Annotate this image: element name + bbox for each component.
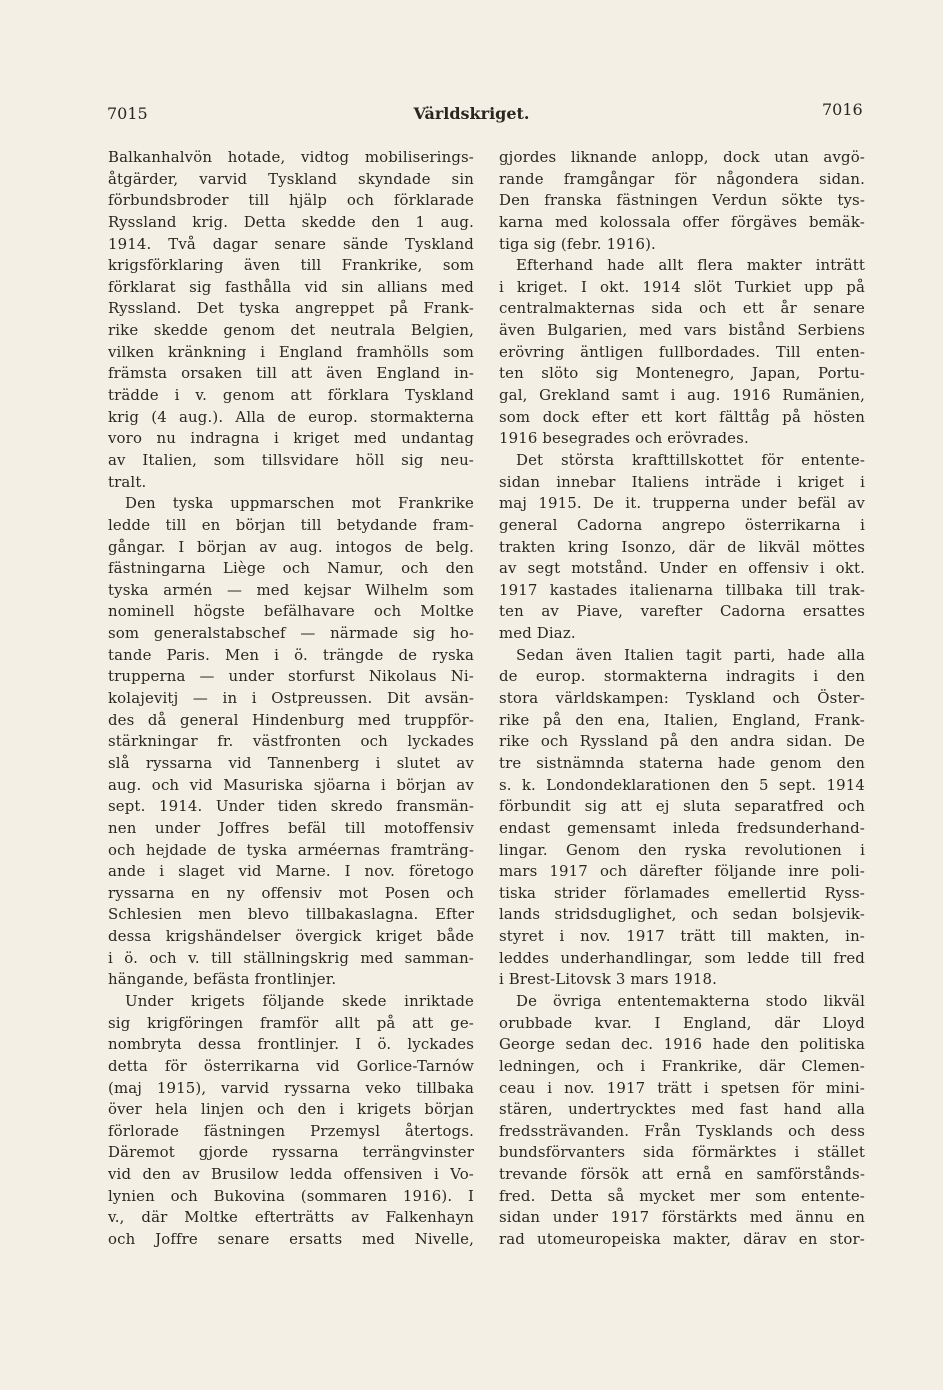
- text-line: med Diaz.: [499, 624, 576, 643]
- text-line: Ryssland krig. Detta skedde den 1 aug.: [108, 212, 474, 231]
- right-text-column: [499, 147, 865, 1251]
- text-line: nombryta dessa frontlinjer. I ö. lyckades: [108, 1035, 474, 1054]
- text-line: stora världskampen: Tyskland och Öster-: [499, 689, 865, 708]
- text-line: ledningen, och i Frankrike, där Clemen-: [499, 1056, 865, 1075]
- text-line: fred. Detta så mycket mer som entente-: [499, 1186, 865, 1205]
- text-line: stären, undertrycktes med fast hand alla: [499, 1100, 865, 1119]
- text-line: i Brest-Litovsk 3 mars 1918.: [499, 970, 717, 989]
- text-line: sig krigföringen framför allt på att ge-: [108, 1013, 474, 1032]
- text-line: Under krigets följande skede inriktade: [125, 991, 474, 1010]
- text-line: Däremot gjorde ryssarna terrängvinster: [108, 1143, 474, 1162]
- text-line: stärkningar fr. västfronten och lyckades: [108, 732, 474, 751]
- text-line: Den franska fästningen Verdun sökte tys-: [499, 191, 865, 210]
- text-line: ceau i nov. 1917 trätt i spetsen för mini-: [499, 1078, 865, 1097]
- left-text-column: [108, 147, 474, 1251]
- text-line: leddes underhandlingar, som ledde till fred: [499, 948, 865, 967]
- text-line: Det största krafttillskottet för entente-: [516, 450, 865, 469]
- running-title: Världskriget.: [413, 104, 530, 123]
- text-line: främsta orsaken till att även England in-: [108, 364, 474, 383]
- text-line: gjordes liknande anlopp, dock utan avgö-: [499, 148, 865, 166]
- text-line: även Bulgarien, med vars bistånd Serbiens: [499, 321, 865, 340]
- text-line: gångar. I början av aug. intogos de belg.: [108, 537, 474, 556]
- text-line: (maj 1915), varvid ryssarna veko tillbaka: [108, 1078, 474, 1097]
- text-line: mars 1917 och därefter följande inre poli-: [499, 862, 865, 881]
- text-line: 1914. Två dagar senare sände Tyskland: [108, 234, 474, 253]
- text-line: trakten kring Isonzo, där de likväl möttes: [499, 537, 865, 556]
- text-line: vid den av Brusilow ledda offensiven i Vo-: [108, 1165, 474, 1184]
- text-line: Den tyska uppmarschen mot Frankrike: [125, 494, 474, 513]
- text-line: des då general Hindenburg med truppför-: [108, 710, 474, 729]
- text-line: karna med kolossala offer förgäves bemäk-: [499, 212, 865, 231]
- text-line: rike skedde genom det neutrala Belgien,: [108, 321, 474, 340]
- text-line: Sedan även Italien tagit parti, hade alla: [516, 645, 865, 664]
- text-line: Ryssland. Det tyska angreppet på Frank-: [108, 299, 474, 318]
- text-line: detta för österrikarna vid Gorlice-Tarnów: [108, 1056, 474, 1075]
- text-line: som generalstabschef — närmade sig ho-: [108, 624, 474, 643]
- text-line: lingar. Genom den ryska revolutionen i: [499, 840, 865, 859]
- text-line: förbundit sig att ej sluta separatfred och: [499, 797, 865, 816]
- text-line: tande Paris. Men i ö. trängde de ryska: [108, 645, 474, 664]
- text-line: lands stridsduglighet, och sedan bolsjevik-: [499, 905, 865, 924]
- text-line: maj 1915. De it. trupperna under befäl av: [499, 494, 865, 513]
- text-line: erövring äntligen fullbordades. Till enten-: [499, 342, 865, 361]
- text-line: och hejdade de tyska arméernas framträng-: [108, 840, 474, 859]
- text-line: Schlesien men blevo tillbakaslagna. Efter: [108, 905, 474, 924]
- text-line: endast gemensamt inleda fredsunderhand-: [499, 818, 865, 837]
- text-line: tiga sig (febr. 1916).: [499, 234, 656, 253]
- text-line: vilken kränkning i England framhölls som: [108, 342, 474, 361]
- text-line: styret i nov. 1917 trätt till makten, in-: [499, 927, 865, 946]
- text-line: fredssträvanden. Från Tysklands och dess: [499, 1121, 865, 1140]
- text-line: ten av Piave, varefter Cadorna ersattes: [499, 602, 865, 621]
- text-line: general Cadorna angrepo österrikarna i: [499, 515, 865, 534]
- text-line: trupperna — under storfurst Nikolaus Ni-: [108, 667, 474, 686]
- text-line: krig (4 aug.). Alla de europ. stormakterna: [108, 407, 474, 426]
- text-line: De övriga ententemakterna stodo likväl: [516, 991, 865, 1010]
- text-line: de europ. stormakterna indragits i den: [499, 667, 865, 686]
- text-line: sidan under 1917 förstärkts med ännu en: [499, 1208, 865, 1227]
- text-line: av Italien, som tillsvidare höll sig neu-: [108, 450, 474, 469]
- text-line: förlorade fästningen Przemysl återtogs.: [108, 1121, 474, 1140]
- text-line: rad utomeuropeiska makter, därav en stor-: [499, 1230, 865, 1249]
- text-line: som dock efter ett kort fälttåg på hösten: [499, 407, 865, 426]
- page-number-right: 7016: [822, 100, 863, 119]
- text-line: hängande, befästa frontlinjer.: [108, 970, 337, 989]
- text-line: orubbade kvar. I England, där Lloyd: [499, 1013, 865, 1032]
- text-line: 1917 kastades italienarna tillbaka till trak-: [499, 580, 865, 599]
- text-line: sidan innebar Italiens inträde i kriget i: [499, 472, 865, 491]
- text-line: ande i slaget vid Marne. I nov. företogo: [108, 862, 474, 881]
- text-line: över hela linjen och den i krigets början: [108, 1100, 474, 1119]
- text-line: och Joffre senare ersatts med Nivelle,: [108, 1230, 474, 1249]
- text-line: slå ryssarna vid Tannenberg i slutet av: [108, 753, 474, 772]
- text-line: George sedan dec. 1916 hade den politiska: [499, 1035, 865, 1054]
- text-line: fästningarna Liège och Namur, och den: [108, 559, 474, 578]
- text-line: aug. och vid Masuriska sjöarna i början av: [108, 775, 474, 794]
- text-line: tralt.: [108, 472, 147, 491]
- text-line: nominell högste befälhavare och Moltke: [108, 602, 474, 621]
- text-line: s. k. Londondeklarationen den 5 sept. 1914: [499, 775, 865, 794]
- text-line: tyska armén — med kejsar Wilhelm som: [108, 580, 474, 599]
- page-number-left: 7015: [107, 104, 148, 123]
- text-line: gal, Grekland samt i aug. 1916 Rumänien,: [499, 386, 865, 405]
- text-line: ledde till en början till betydande fram-: [108, 515, 474, 534]
- text-line: krigsförklaring även till Frankrike, som: [108, 256, 474, 275]
- text-line: förklarat sig fasthålla vid sin allians med: [108, 277, 474, 296]
- text-line: ryssarna en ny offensiv mot Posen och: [108, 883, 474, 902]
- text-line: centralmakternas sida och ett år senare: [499, 299, 865, 318]
- text-line: Balkanhalvön hotade, vidtog mobiliserings-: [108, 148, 474, 166]
- text-line: lynien och Bukovina (sommaren 1916). I: [108, 1186, 474, 1205]
- text-line: ten slöto sig Montenegro, Japan, Portu-: [499, 364, 865, 383]
- text-line: i kriget. I okt. 1914 slöt Turkiet upp på: [499, 277, 865, 296]
- text-line: trevande försök att ernå en samförstånds-: [499, 1165, 865, 1184]
- text-line: rike på den ena, Italien, England, Frank-: [499, 710, 865, 729]
- text-line: sept. 1914. Under tiden skredo fransmän-: [108, 797, 474, 816]
- text-line: v., där Moltke efterträtts av Falkenhayn: [108, 1208, 474, 1227]
- text-line: 1916 besegrades och erövrades.: [499, 429, 749, 448]
- text-line: tre sistnämnda staterna hade genom den: [499, 753, 865, 772]
- text-line: tiska strider förlamades emellertid Ryss-: [499, 883, 865, 902]
- text-line: åtgärder, varvid Tyskland skyndade sin: [108, 169, 474, 188]
- text-line: rande framgångar för någondera sidan.: [499, 169, 865, 188]
- text-line: i ö. och v. till ställningskrig med samman-: [108, 948, 474, 967]
- text-line: bundsförvanters sida förmärktes i stället: [499, 1143, 865, 1162]
- text-line: voro nu indragna i kriget med undantag: [108, 429, 474, 448]
- text-line: rike och Ryssland på den andra sidan. De: [499, 732, 865, 751]
- running-header: [0, 100, 943, 130]
- text-line: trädde i v. genom att förklara Tyskland: [108, 386, 474, 405]
- text-line: nen under Joffres befäl till motoffensiv: [108, 818, 474, 837]
- text-line: Efterhand hade allt flera makter inträtt: [516, 256, 865, 275]
- text-line: förbundsbroder till hjälp och förklarade: [108, 191, 474, 210]
- text-line: av segt motstånd. Under en offensiv i okt.: [499, 559, 865, 578]
- text-line: dessa krigshändelser övergick kriget både: [108, 927, 474, 946]
- text-line: kolajevitj — in i Ostpreussen. Dit avsän-: [108, 689, 474, 708]
